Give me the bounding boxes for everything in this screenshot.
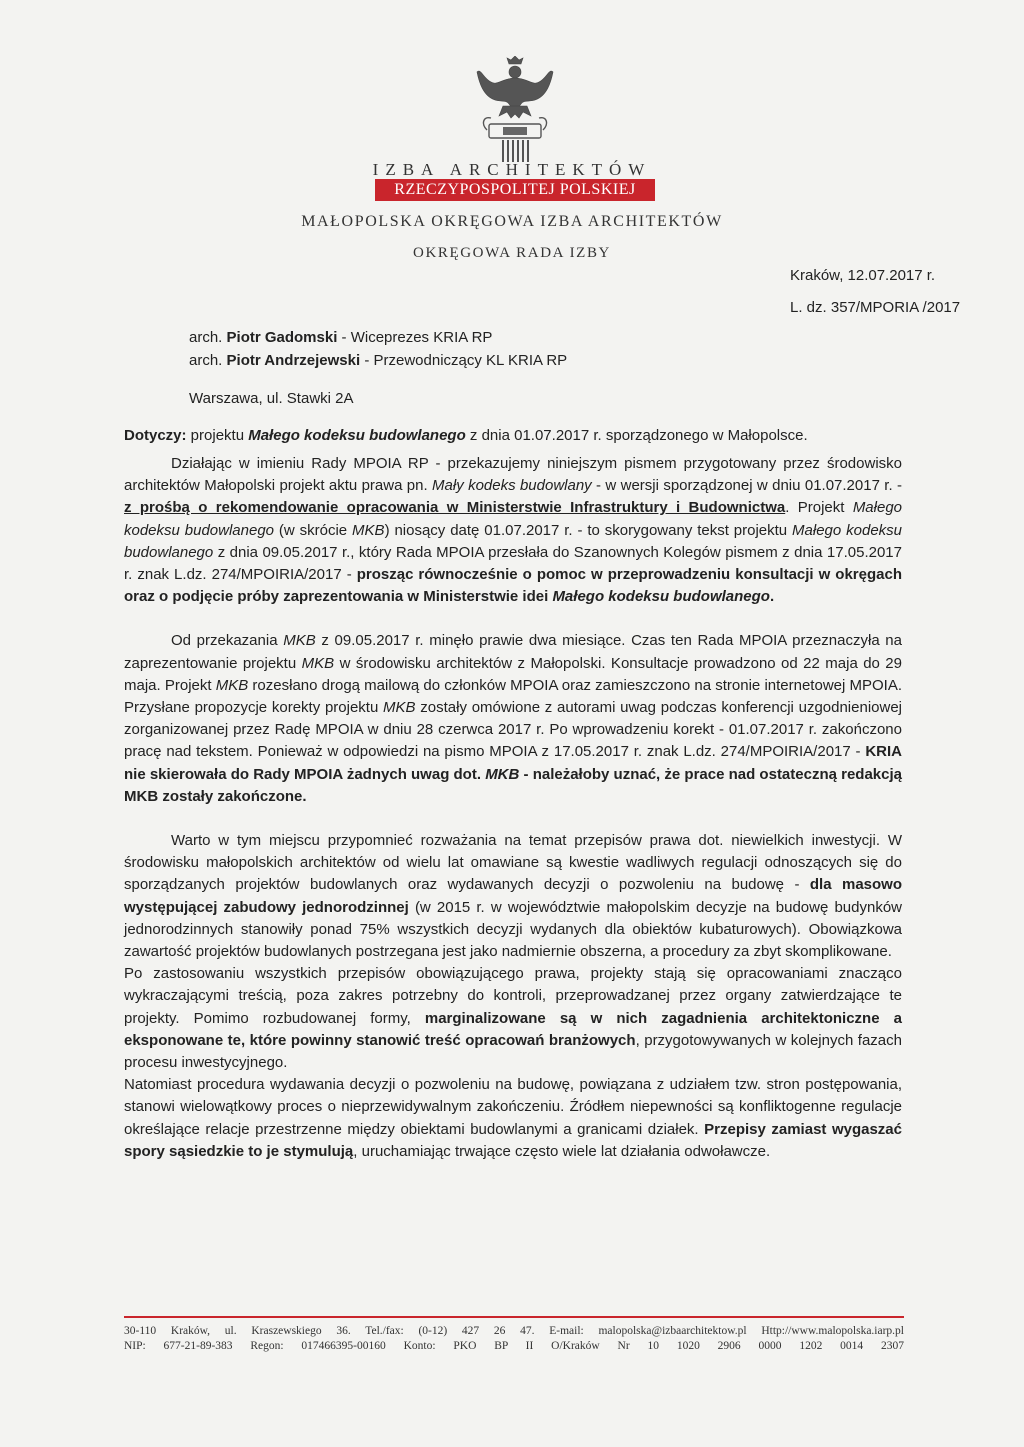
text: Po zastosowaniu wszystkich przepisów obowiązującego prawa, projekty stają się opracowaniami znacząco wykraczającymi treścią, poza zakres potrzebny do kontroli, przeprowadzanej przez organy zatwierdzające te projekty. Pomimo rozbudowanej formy, [124,965,902,1027]
text: - w wersji sporządzonej w dniu 01.07.2017 r. - [591,477,902,495]
text: w środowisku architektów z Małopolski. Konsultacje prowadzono od 22 maja do 29 maja. Projekt [124,654,902,694]
eagle-emblem-icon [473,56,557,164]
chamber-name: MAŁOPOLSKA OKRĘGOWA IZBA ARCHITEKTÓW [301,213,723,230]
text: dla masowo występującej zabudowy jednorodzinnej [124,876,903,916]
text: MKB [352,521,385,539]
text: zostały omówione z autorami uwag podczas konferencji uzgodnieniowej zorganizowanej przez Radę MPOIA w dniu 28 czerwca 2017 r. Po wprowadzeniu korekt - 01.07.2017 r. zakończono pracę nad tekstem. Ponieważ w odpowiedzi na pismo MPOIA z 17.05.2017 r. znak L.dz. 274/MPOIRIA/2017 - [124,699,903,761]
text: MKB [485,765,520,783]
letter-body [124,453,902,1163]
org-band: RZECZYPOSPOLITEJ POLSKIEJ [375,179,655,201]
addressee-line-2 [189,349,567,372]
subject-title: Małego kodeksu budowlanego [248,427,466,444]
subject-text: projektu [186,427,249,444]
text: . [769,588,775,606]
addressee-role: - Przewodniczący KL KRIA RP [360,352,568,369]
text: , uruchamiając trwające często wiele lat działania odwoławcze. [353,1142,771,1160]
addressee-role: - Wiceprezes KRIA RP [337,329,493,346]
footer-address-line: 30-110 Kraków, ul. Kraszewskiego 36. Tel./fax: (0-12) 427 26 47. E-mail: malopolska@izbaarchitektow.pl Http://www.malopolska.iarp.pl [124,1325,904,1337]
paragraph-2 [124,630,902,808]
place-date: Kraków, 12.07.2017 r. [790,267,936,284]
request-emphasis: z prośbą o rekomendowanie opracowania w Ministerstwie Infrastruktury i Budownictwa [124,499,786,517]
text: , przygotowywanych w kolejnych fazach procesu inwestycyjnego. [124,1031,902,1072]
text: Mały kodeks budowlany [432,477,592,495]
footer-divider [124,1316,904,1318]
text: - należałoby uznać, że prace nad ostateczną redakcją MKB zostały zakończone. [124,765,903,805]
text: (w 2015 r. w województwie małopolskim decyzje na budowę budynków jednorodzinnych stanowiły ponad 75% wszystkich decyzji wydanych dla obiektów kubaturowych). Obowiązkowa zawartość projektów budowlanych postrzegana jest jako nadmiernie obszerna, a procedury za zbyt skomplikowane. [124,898,902,961]
subject-label: Dotyczy: [124,427,187,444]
text: Małego kodeksu budowlanego [124,499,903,539]
text: Działając w imieniu Rady MPOIA RP - przekazujemy niniejszym pismem przygotowany przez środowisko architektów Małopolski projekt aktu prawa pn. [124,455,902,495]
addressee-block [189,326,567,410]
text: MKB [383,699,416,717]
text: (w skrócie [274,521,353,539]
text: . Projekt [785,499,853,517]
text: Natomiast procedura wydawania decyzji o pozwoleniu na budowę, powiązana z udziałem tzw. stron postępowania, stanowi wielowątkowy proces o nieprzewidywalnym zakończeniu. Źródłem niepewności są konfliktogenne regulacje określające relacje przestrzenne między obiektami budowlanymi a granicami działek. [124,1076,902,1138]
footer-bank-line: NIP: 677-21-89-383 Regon: 017466395-00160 Konto: PKO BP II O/Kraków Nr 10 1020 2906 0000 1202 0014 2307 [124,1340,904,1352]
text: Małego kodeksu budowlanego [124,521,903,561]
text: z 09.05.2017 r. minęło prawie dwa miesiące. Czas ten Rada MPOIA przeznaczyła na zaprezentowanie projektu [124,632,902,672]
council-name: OKRĘGOWA RADA IZBY [413,245,611,261]
addressee-address: Warszawa, ul. Stawki 2A [189,390,354,407]
text: KRIA nie skierowała do Rady MPOIA żadnych uwag dot. [124,743,902,783]
subject-text: z dnia 01.07.2017 r. sporządzonego w Małopolsce. [465,427,808,444]
text: Od przekazania [171,632,284,650]
paragraph-1 [124,453,902,608]
addressee-line-1 [189,326,567,349]
addressee-title: arch. [189,329,227,346]
text: rozesłano drogą mailową do członków MPOIA oraz zamieszczono na stronie internetowej MPOIA. Przysłane propozycje korekty projektu [124,676,903,717]
text: prosząc równocześnie o pomoc w przeprowadzeniu konsultacji w okręgach oraz o podjęcie próby zaprezentowania w Ministerstwie idei [124,566,902,606]
text: z dnia 09.05.2017 r., który Rada MPOIA przesłała do Szanownych Kolegów pismem z dnia 17.05.2017 r. znak L.dz. 274/MPOIRIA/2017 - [124,543,902,584]
org-name: IZBA ARCHITEKTÓW [372,160,652,179]
reference-number: L. dz. 357/MPORIA /2017 [790,299,961,316]
text: MKB [301,654,335,672]
paragraph-3 [124,830,902,1163]
text: MKB [215,676,249,694]
text: Małego kodeksu budowlanego [552,588,770,606]
text: marginalizowane są w nich zagadnienia architektoniczne a eksponowane te, które powinny stanowić treść opracowań branżowych [124,1009,902,1049]
text: Warto w tym miejscu przypomnieć rozważania na temat przepisów prawa dot. niewielkich inwestycji. W środowisku małopolskich architektów od wielu lat omawiane są kwestie wadliwych regulacji odnoszących się do sporządzanych projektów budowlanych oraz wydawanych decyzji o pozwoleniu na budowę - [124,832,902,894]
addressee-name: Piotr Gadomski [226,329,338,346]
footer-contact [124,1324,904,1354]
text: ) niosący datę 01.07.2017 r. - to skorygowany tekst projektu [384,521,793,539]
addressee-name: Piotr Andrzejewski [226,352,361,369]
subject-line [124,427,808,444]
addressee-title: arch. [189,352,227,369]
text: MKB [283,632,316,650]
text: Przepisy zamiast wygaszać spory sąsiedzkie to je stymulują [124,1120,902,1160]
